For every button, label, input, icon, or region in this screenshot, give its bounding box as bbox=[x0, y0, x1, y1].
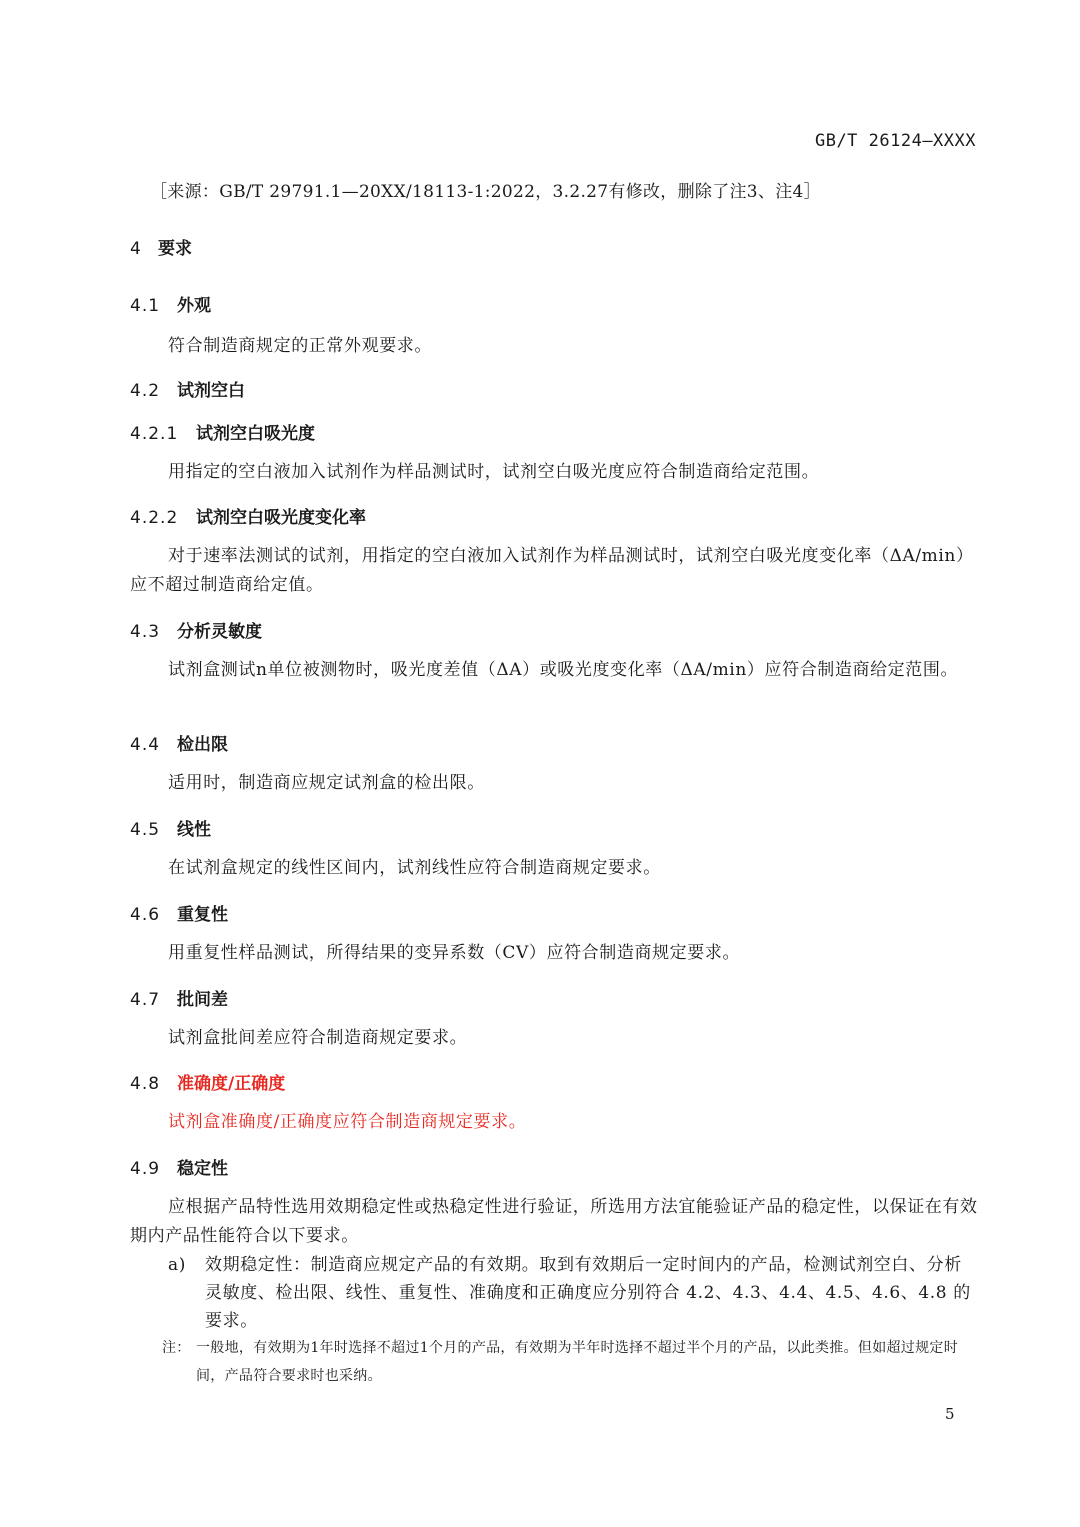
list-item-a bbox=[168, 1251, 978, 1335]
section-4-3-text bbox=[130, 656, 978, 685]
note bbox=[162, 1334, 978, 1390]
standard-code-header: GB/T 26124—XXXX bbox=[814, 131, 976, 151]
section-4-4-heading bbox=[130, 730, 228, 755]
note-text: 一般地，有效期为1年时选择不超过1个月的产品，有效期为半年时选择不超过半个月的产品，以此类推。但如超过规定时间，产品符合要求时也采纳。 bbox=[196, 1340, 959, 1384]
heading-title: 检出限 bbox=[177, 735, 228, 755]
note-marker: 注： bbox=[162, 1340, 191, 1356]
section-4-6-heading bbox=[130, 900, 228, 925]
heading-number: 4 bbox=[130, 239, 142, 259]
section-4-2-1-heading bbox=[130, 419, 315, 444]
heading-title: 试剂空白吸光度 bbox=[196, 424, 315, 444]
heading-title: 线性 bbox=[177, 820, 211, 840]
section-4-3-heading bbox=[130, 617, 262, 642]
paragraph-text: 应根据产品特性选用效期稳定性或热稳定性进行验证，所选用方法宜能验证产品的稳定性，以保证在有效期内产品性能符合以下要求。 bbox=[130, 1197, 978, 1246]
section-4-4-text: 适用时，制造商应规定试剂盒的检出限。 bbox=[168, 773, 485, 793]
heading-number: 4.9 bbox=[130, 1159, 161, 1179]
list-marker: a) bbox=[168, 1255, 186, 1275]
section-4-8-text: 试剂盒准确度/正确度应符合制造商规定要求。 bbox=[168, 1112, 527, 1132]
heading-title: 稳定性 bbox=[177, 1159, 228, 1179]
section-4-9-text bbox=[130, 1193, 978, 1251]
chapter-4-heading bbox=[130, 234, 192, 259]
section-4-5-heading bbox=[130, 815, 211, 840]
heading-number: 4.8 bbox=[130, 1074, 161, 1094]
page-number: 5 bbox=[945, 1405, 955, 1423]
heading-number: 4.1 bbox=[130, 296, 161, 316]
list-item-text: 效期稳定性：制造商应规定产品的有效期。取到有效期后一定时间内的产品，检测试剂空白、分析灵敏度、检出限、线性、重复性、准确度和正确度应分别符合 4.2、4.3、4.4、4.5、4.6、4.8 的要求。 bbox=[205, 1255, 971, 1331]
heading-number: 4.2.2 bbox=[130, 508, 179, 528]
section-4-2-2-heading bbox=[130, 503, 366, 528]
section-4-1-heading bbox=[130, 291, 211, 316]
heading-title: 分析灵敏度 bbox=[177, 622, 262, 642]
heading-title: 试剂空白 bbox=[177, 381, 245, 401]
heading-number: 4.4 bbox=[130, 735, 161, 755]
section-4-7-text: 试剂盒批间差应符合制造商规定要求。 bbox=[168, 1028, 468, 1048]
section-4-5-text: 在试剂盒规定的线性区间内，试剂线性应符合制造商规定要求。 bbox=[168, 858, 661, 878]
heading-number: 4.2 bbox=[130, 381, 161, 401]
heading-number: 4.6 bbox=[130, 905, 161, 925]
heading-title: 外观 bbox=[177, 296, 211, 316]
section-4-2-1-text: 用指定的空白液加入试剂作为样品测试时，试剂空白吸光度应符合制造商给定范围。 bbox=[168, 462, 820, 482]
section-4-2-2-text bbox=[130, 542, 978, 600]
section-4-8-heading bbox=[130, 1069, 285, 1094]
source-note: ［来源：GB/T 29791.1—20XX/18113-1:2022，3.2.27有修改，删除了注3、注4］ bbox=[150, 182, 821, 202]
paragraph-text: 对于速率法测试的试剂，用指定的空白液加入试剂作为样品测试时，试剂空白吸光度变化率（ΔA/min）应不超过制造商给定值。 bbox=[130, 546, 974, 595]
heading-title: 重复性 bbox=[177, 905, 228, 925]
heading-title: 试剂空白吸光度变化率 bbox=[196, 508, 366, 528]
heading-number: 4.7 bbox=[130, 990, 161, 1010]
section-4-1-text: 符合制造商规定的正常外观要求。 bbox=[168, 336, 432, 356]
heading-number: 4.3 bbox=[130, 622, 161, 642]
heading-title: 批间差 bbox=[177, 990, 228, 1010]
heading-title: 要求 bbox=[158, 239, 192, 259]
paragraph-text: 试剂盒测试n单位被测物时，吸光度差值（ΔA）或吸光度变化率（ΔA/min）应符合制造商给定范围。 bbox=[168, 660, 959, 680]
heading-number: 4.2.1 bbox=[130, 424, 179, 444]
heading-title: 准确度/正确度 bbox=[177, 1074, 286, 1094]
section-4-6-text: 用重复性样品测试，所得结果的变异系数（CV）应符合制造商规定要求。 bbox=[168, 943, 741, 963]
section-4-9-heading bbox=[130, 1154, 228, 1179]
section-4-7-heading bbox=[130, 985, 228, 1010]
heading-number: 4.5 bbox=[130, 820, 161, 840]
section-4-2-heading bbox=[130, 376, 245, 401]
